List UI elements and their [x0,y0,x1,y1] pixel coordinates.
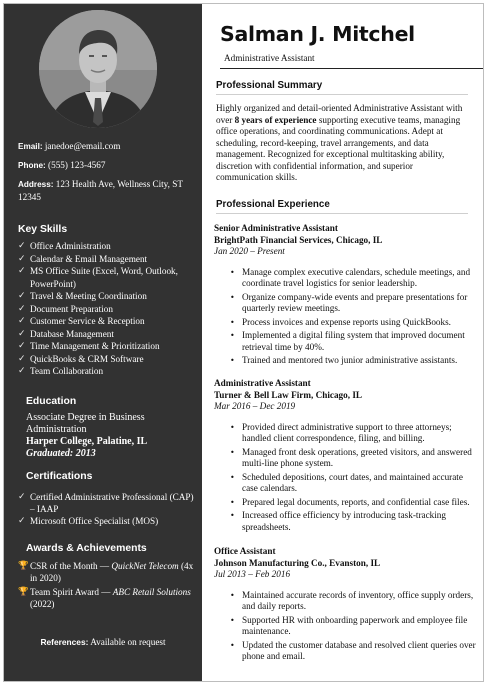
references [4,637,202,647]
skill-label: Team Collaboration [30,366,104,376]
job-company: Johnson Manufacturing Co., Evanston, IL [214,557,381,568]
award-company: QuickNet Telecom [111,561,179,571]
check-icon: ✓ [18,291,26,301]
header-divider [220,68,483,69]
skill-item [18,328,198,341]
references-value: Available on request [90,637,166,647]
candidate-name: Salman J. Mitchel [220,22,415,46]
check-icon: ✓ [18,241,26,251]
check-icon: ✓ [18,328,26,339]
trophy-icon: 🏆 [18,561,29,571]
check-icon: ✓ [18,341,26,351]
job-bullet: • Supported HR with onboarding paperwork and employee file maintenance. [242,615,476,638]
skill-item [18,290,198,303]
award-suffix: (2022) [30,598,55,609]
email-label: Email: [18,142,43,151]
job-title: Administrative Assistant [214,378,311,388]
skill-item [18,253,198,266]
certifications-list [18,491,198,527]
award-suffix: (4x in 2020) [30,561,194,583]
skill-item [18,240,198,253]
summary-part: supporting executive teams, managing office operations, and coordinating communications. Adept at scheduling, record-keeping, travel arrangements, and data management. Recognized for exceptional multitasking ability, discretion with confidential information, and superior communication skills. [216,114,461,182]
skill-label: QuickBooks & CRM Software [30,353,144,364]
check-icon: ✓ [18,316,26,326]
address-row [18,178,196,204]
summary-divider [216,94,468,95]
skill-label: Time Management & Prioritization [30,341,160,351]
portrait-image [39,10,157,128]
job-bullet: • Organize company-wide events and prepare presentations for quarterly review meetings. [242,292,476,315]
skill-item [18,353,198,366]
summary-part: Highly organized and detail-oriented Administrative Assistant with over [216,103,463,125]
job-dates: Jul 2013 – Feb 2016 [214,569,291,579]
job-bullet: • Maintained accurate records of inventory, office supply orders, and daily reports. [242,590,476,613]
sidebar [4,4,202,681]
email-value: janedoe@email.com [44,141,121,151]
skill-label: MS Office Suite (Excel, Word, Outlook, PowerPoint) [30,266,178,289]
job-bullets [214,590,476,663]
skill-label: Document Preparation [30,303,113,314]
phone-value: (555) 123-4567 [48,160,106,170]
skill-item [18,303,198,316]
certifications-heading: Certifications [26,471,93,482]
main-content [202,4,483,681]
awards-heading: Awards & Achievements [26,543,147,554]
profile-photo [39,10,157,128]
job-entry [214,378,476,535]
check-icon: ✓ [18,492,26,502]
skill-label: Database Management [30,328,114,339]
contact-info [18,140,196,210]
job-bullet: • Trained and mentored two junior administrative assistants. [242,355,476,367]
skill-label: Customer Service & Reception [30,316,145,326]
job-bullet: • Manage complex executive calendars, schedule meetings, and coordinate travel logistics for senior leadership. [242,267,476,290]
skills-heading: Key Skills [18,224,68,235]
summary-text [216,103,468,184]
references-label: References: [40,637,89,647]
resume-page [3,3,484,682]
job-dates: Jan 2020 – Present [214,246,285,256]
certification-item [18,491,198,515]
job-dates: Mar 2016 – Dec 2019 [214,401,296,411]
awards-list [18,561,198,613]
education-heading: Education [26,396,77,407]
job-bullet: • Provided direct administrative support to three attorneys; handled client correspondence, filing, and billing. [242,422,476,445]
phone-label: Phone: [18,161,46,170]
job-bullet: • Managed front desk operations, greeted visitors, and answered multi-line phone system. [242,447,476,470]
candidate-role: Administrative Assistant [224,53,315,63]
award-company: ABC Retail Solutions [112,587,191,597]
phone-row [18,159,196,172]
job-title: Office Assistant [214,546,276,556]
job-bullet: • Increased office efficiency by introducing task-tracking spreadsheets. [242,510,476,533]
job-bullets [214,267,476,367]
skill-item [18,315,198,328]
skill-item [18,265,198,290]
certification-label: Certified Administrative Professional (CAP) – IAAP [30,492,194,514]
skill-item [18,340,198,353]
award-prefix: Team Spirit Award — [30,587,113,597]
job-entry [214,223,476,369]
check-icon: ✓ [18,303,26,314]
job-bullet: • Updated the customer database and resolved client queries over phone and email. [242,640,476,663]
award-prefix: CSR of the Month — [30,561,112,571]
skill-label: Office Administration [30,241,111,251]
award-item [18,587,198,610]
trophy-icon: 🏆 [18,587,29,597]
check-icon: ✓ [18,353,26,364]
job-bullet: • Process invoices and expense reports using QuickBooks. [242,317,476,329]
job-bullet: • Scheduled depositions, court dates, and maintained accurate case calendars. [242,472,476,495]
skill-label: Calendar & Email Management [30,253,148,264]
job-bullet: • Implemented a digital filing system that improved document retrieval time by 40%. [242,330,476,353]
education-graduated: Graduated: 2013 [26,448,96,459]
job-company: BrightPath Financial Services, Chicago, IL [214,234,383,245]
job-bullet: • Prepared legal documents, reports, and confidential case files. [242,497,476,509]
experience-heading: Professional Experience [216,199,330,210]
education-degree: Associate Degree in Business Administration [26,412,145,435]
skill-label: Travel & Meeting Coordination [30,291,147,301]
education-school: Harper College, Palatine, IL [26,436,148,447]
skills-list [18,240,198,378]
address-value: 123 Health Ave, Wellness City, ST 12345 [18,179,183,202]
email-row [18,140,196,153]
summary-highlight: 8 years of experience [234,114,317,125]
experience-divider [216,213,468,214]
job-entry [214,546,476,665]
certification-item [18,515,198,527]
job-company: Turner & Bell Law Firm, Chicago, IL [214,389,363,400]
award-item [18,561,198,584]
check-icon: ✓ [18,516,26,526]
education-block [26,412,198,460]
job-bullets [214,422,476,534]
summary-heading: Professional Summary [216,80,323,91]
check-icon: ✓ [18,366,26,376]
check-icon: ✓ [18,253,26,264]
certification-label: Microsoft Office Specialist (MOS) [30,516,159,526]
address-label: Address: [18,180,54,189]
job-title: Senior Administrative Assistant [214,223,338,233]
check-icon: ✓ [18,266,26,276]
skill-item [18,365,198,378]
